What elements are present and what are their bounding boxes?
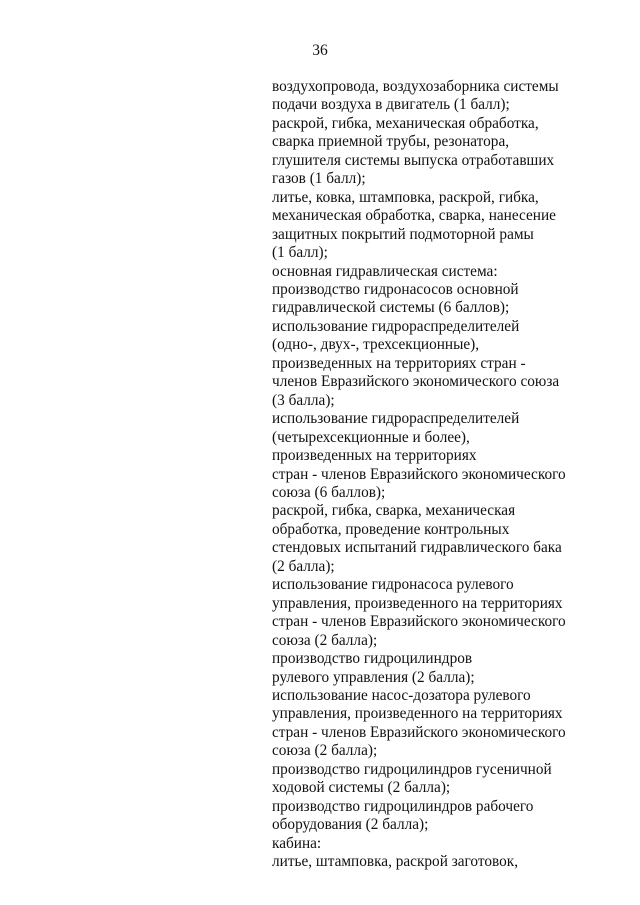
text-line: производство гидроцилиндров (272, 650, 473, 668)
text-line: воздухопровода, воздухозаборника системы (272, 78, 559, 95)
text-line: управления, произведенного на территориях (272, 705, 563, 723)
text-line: механическая обработка, сварка, нанесение (272, 207, 556, 225)
text-line: (четырехсекционные и более), (272, 428, 470, 446)
text-line: основная гидравлическая система: (272, 262, 498, 280)
text-line: раскрой, гибка, механическая обработка, (272, 114, 539, 132)
text-line: рулевого управления (2 балла); (272, 668, 475, 686)
text-line: использование насос-дозатора рулевого (272, 686, 531, 704)
text-line: глушителя системы выпуска отработавших (272, 151, 555, 169)
text-line: ходовой системы (2 балла); (272, 779, 451, 797)
text-line: производство гидроцилиндров гусеничной (272, 760, 552, 778)
text-line: использование гидрораспределителей (272, 410, 520, 428)
text-line: оборудования (2 балла); (272, 816, 429, 834)
text-line: литье, штамповка, раскрой заготовок, (272, 853, 519, 871)
text-line: стран - членов Евразийского экономического (272, 465, 566, 483)
text-line: обработка, проведение контрольных (272, 520, 510, 538)
text-line: членов Евразийского экономического союза (272, 373, 560, 391)
text-line: (1 балл); (272, 244, 328, 262)
text-line: производство гидроцилиндров рабочего (272, 797, 534, 815)
page-number: 36 (312, 42, 328, 59)
text-line: (3 балла); (272, 391, 335, 409)
text-line: защитных покрытий подмоторной рамы (272, 225, 534, 243)
text-line: произведенных на территориях стран - (272, 354, 526, 372)
body-text (272, 78, 632, 871)
text-line: использование гидрораспределителей (272, 317, 520, 335)
text-line: гидравлической системы (6 баллов); (272, 299, 510, 317)
text-line: кабина: (272, 834, 322, 852)
text-line: стран - членов Евразийского экономического (272, 723, 566, 741)
text-line: союза (6 баллов); (272, 483, 386, 501)
text-line: союза (2 балла); (272, 742, 378, 760)
text-line: управления, произведенного на территориях (272, 594, 563, 612)
text-line: газов (1 балл); (272, 170, 366, 188)
text-line: литье, ковка, штамповка, раскрой, гибка, (272, 188, 539, 206)
text-line: произведенных на территориях (272, 447, 477, 465)
text-line: (2 балла); (272, 557, 335, 575)
text-line: (одно-, двух-, трехсекционные), (272, 336, 480, 354)
text-line: производство гидронасосов основной (272, 280, 519, 298)
text-line: стендовых испытаний гидравлического бака (272, 539, 562, 557)
text-line: подачи воздуха в двигатель (1 балл); (272, 96, 510, 114)
text-line: использование гидронасоса рулевого (272, 576, 514, 594)
text-line: сварка приемной трубы, резонатора, (272, 133, 510, 151)
text-line: раскрой, гибка, сварка, механическая (272, 502, 516, 520)
text-line: союза (2 балла); (272, 631, 378, 649)
text-line: стран - членов Евразийского экономического (272, 613, 566, 631)
